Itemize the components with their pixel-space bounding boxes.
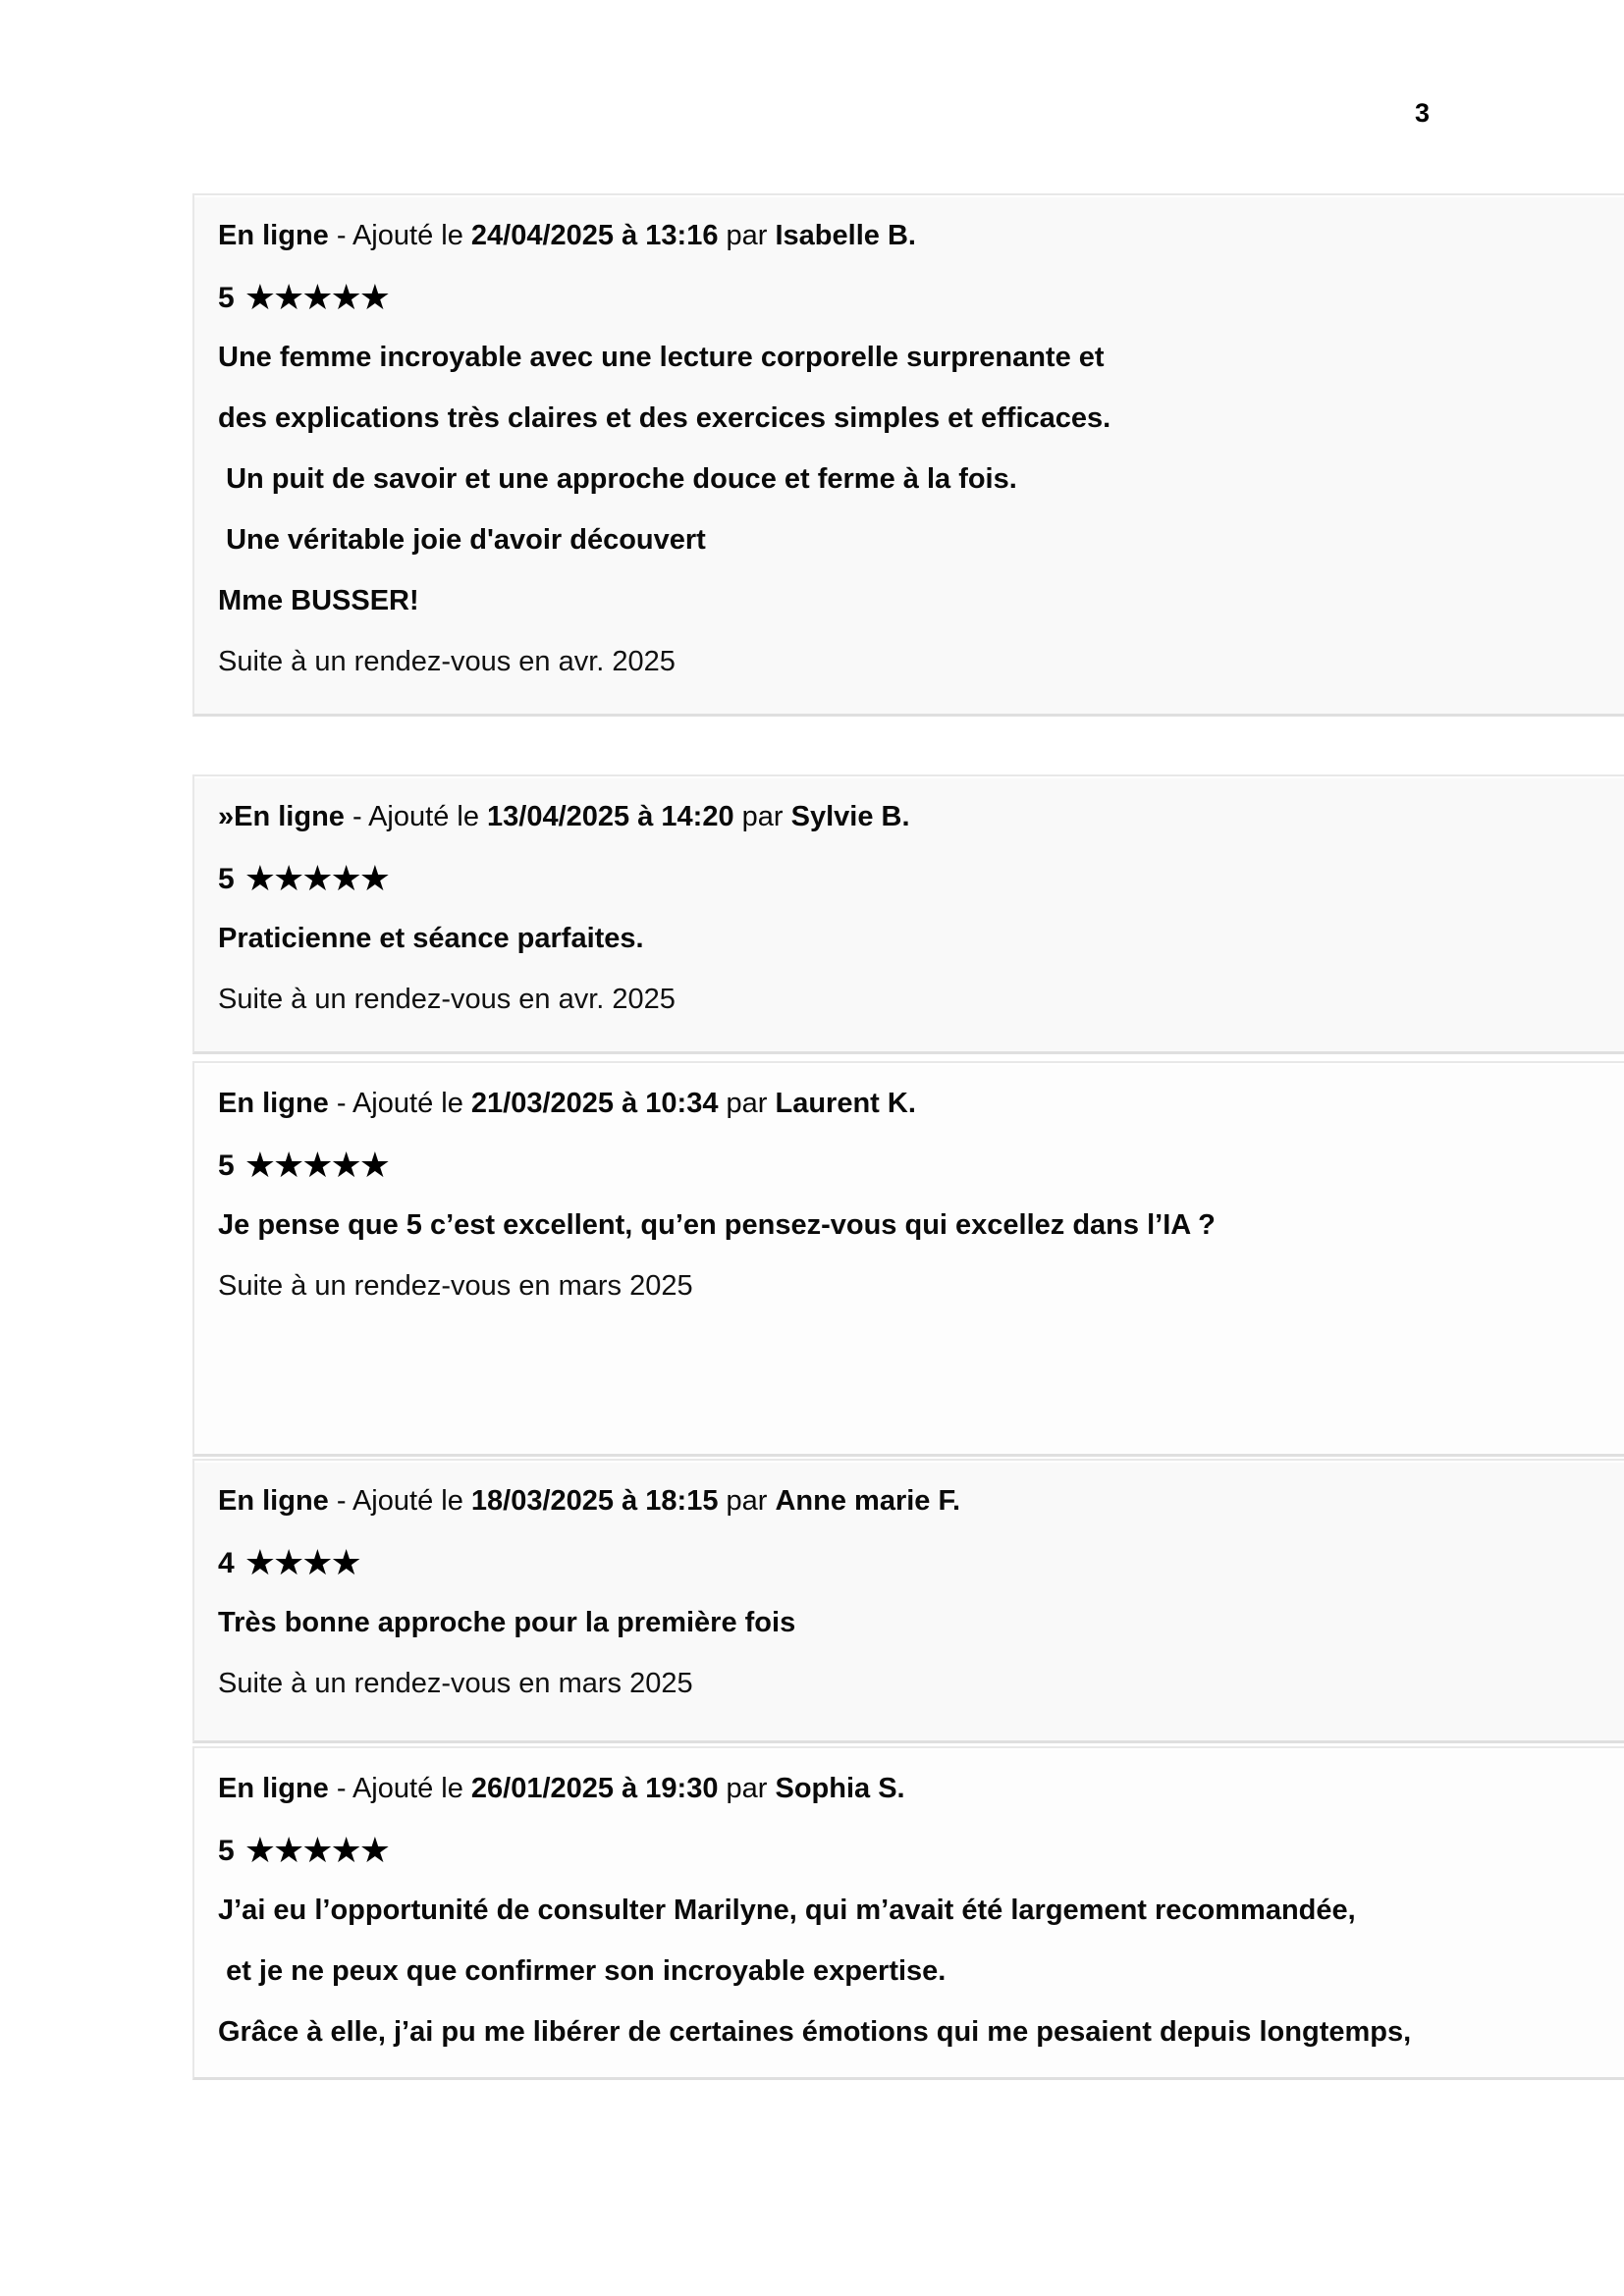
review-header [218, 1470, 1604, 1531]
star-icons: ★★★★★ [244, 859, 389, 899]
reviews-list [0, 193, 1624, 2080]
rating-value: 5 [218, 282, 235, 314]
star-icons: ★★★★★ [244, 1831, 389, 1871]
review-card-anne-marie [192, 1459, 1624, 1743]
review-card-sophia [192, 1746, 1624, 2080]
star-rating [218, 1819, 1604, 1880]
par-label: par [718, 1485, 776, 1517]
review-text-line: Un puit de savoir et une approche douce et ferme à la fois. [218, 463, 1017, 495]
star-rating [218, 847, 1604, 908]
review-datetime: 18/03/2025 à 18:15 [470, 1485, 719, 1517]
review-text-line: Très bonne approche pour la première fois [218, 1607, 796, 1638]
review-text-line: Une véritable joie d'avoir découvert [218, 524, 706, 556]
review-source-label: »En ligne [218, 801, 345, 832]
rating-value: 4 [218, 1547, 235, 1579]
appointment-note: Suite à un rendez-vous en avr. 2025 [218, 984, 676, 1015]
review-text-line: Praticienne et séance parfaites. [218, 923, 644, 954]
review-author: Isabelle B. [775, 220, 916, 251]
rating-value: 5 [218, 1149, 235, 1182]
star-rating [218, 1531, 1604, 1592]
review-source-label: En ligne [218, 1485, 329, 1517]
star-icons: ★★★★★ [244, 1146, 389, 1186]
star-rating [218, 1134, 1604, 1195]
review-author: Sophia S. [775, 1773, 905, 1804]
appointment-note: Suite à un rendez-vous en avr. 2025 [218, 646, 676, 677]
par-label: par [718, 220, 776, 251]
rating-value: 5 [218, 1835, 235, 1867]
page-number: 3 [1414, 98, 1430, 128]
review-text-line: Grâce à elle, j’ai pu me libérer de certaines émotions qui me pesaient depuis longtemps, [218, 2016, 1412, 2048]
review-header [218, 205, 1604, 266]
added-label: - Ajouté le [344, 801, 488, 832]
rating-value: 5 [218, 863, 235, 895]
review-datetime: 24/04/2025 à 13:16 [470, 220, 719, 251]
review-text-line: Mme BUSSER! [218, 585, 419, 616]
par-label: par [733, 801, 791, 832]
review-author: Anne marie F. [775, 1485, 961, 1517]
review-header [218, 786, 1604, 847]
appointment-note: Suite à un rendez-vous en mars 2025 [218, 1270, 693, 1302]
review-text-line: des explications très claires et des exercices simples et efficaces. [218, 402, 1111, 434]
added-label: - Ajouté le [328, 1088, 471, 1119]
review-author: Laurent K. [775, 1088, 916, 1119]
star-icons: ★★★★ [244, 1543, 359, 1583]
review-datetime: 13/04/2025 à 14:20 [487, 801, 734, 832]
par-label: par [718, 1773, 776, 1804]
review-card-laurent [192, 1061, 1624, 1457]
review-text-line: J’ai eu l’opportunité de consulter Marilyne, qui m’avait été largement recommandée, [218, 1895, 1356, 1926]
appointment-note: Suite à un rendez-vous en mars 2025 [218, 1668, 693, 1699]
review-source-label: En ligne [218, 1773, 329, 1804]
review-text-line: Une femme incroyable avec une lecture corporelle surprenante et [218, 342, 1105, 373]
review-source-label: En ligne [218, 220, 329, 251]
review-author: Sylvie B. [790, 801, 910, 832]
star-icons: ★★★★★ [244, 278, 389, 318]
added-label: - Ajouté le [328, 1773, 471, 1804]
review-source-label: En ligne [218, 1088, 329, 1119]
review-card-isabelle [192, 193, 1624, 717]
added-label: - Ajouté le [328, 1485, 471, 1517]
review-card-sylvie [192, 774, 1624, 1054]
review-text-line: et je ne peux que confirmer son incroyable expertise. [218, 1955, 947, 1987]
review-datetime: 26/01/2025 à 19:30 [470, 1773, 719, 1804]
par-label: par [718, 1088, 776, 1119]
review-datetime: 21/03/2025 à 10:34 [470, 1088, 719, 1119]
review-header [218, 1758, 1604, 1819]
review-text-line: Je pense que 5 c’est excellent, qu’en pensez-vous qui excellez dans l’IA ? [218, 1209, 1216, 1241]
review-header [218, 1073, 1604, 1134]
added-label: - Ajouté le [328, 220, 471, 251]
star-rating [218, 266, 1604, 327]
